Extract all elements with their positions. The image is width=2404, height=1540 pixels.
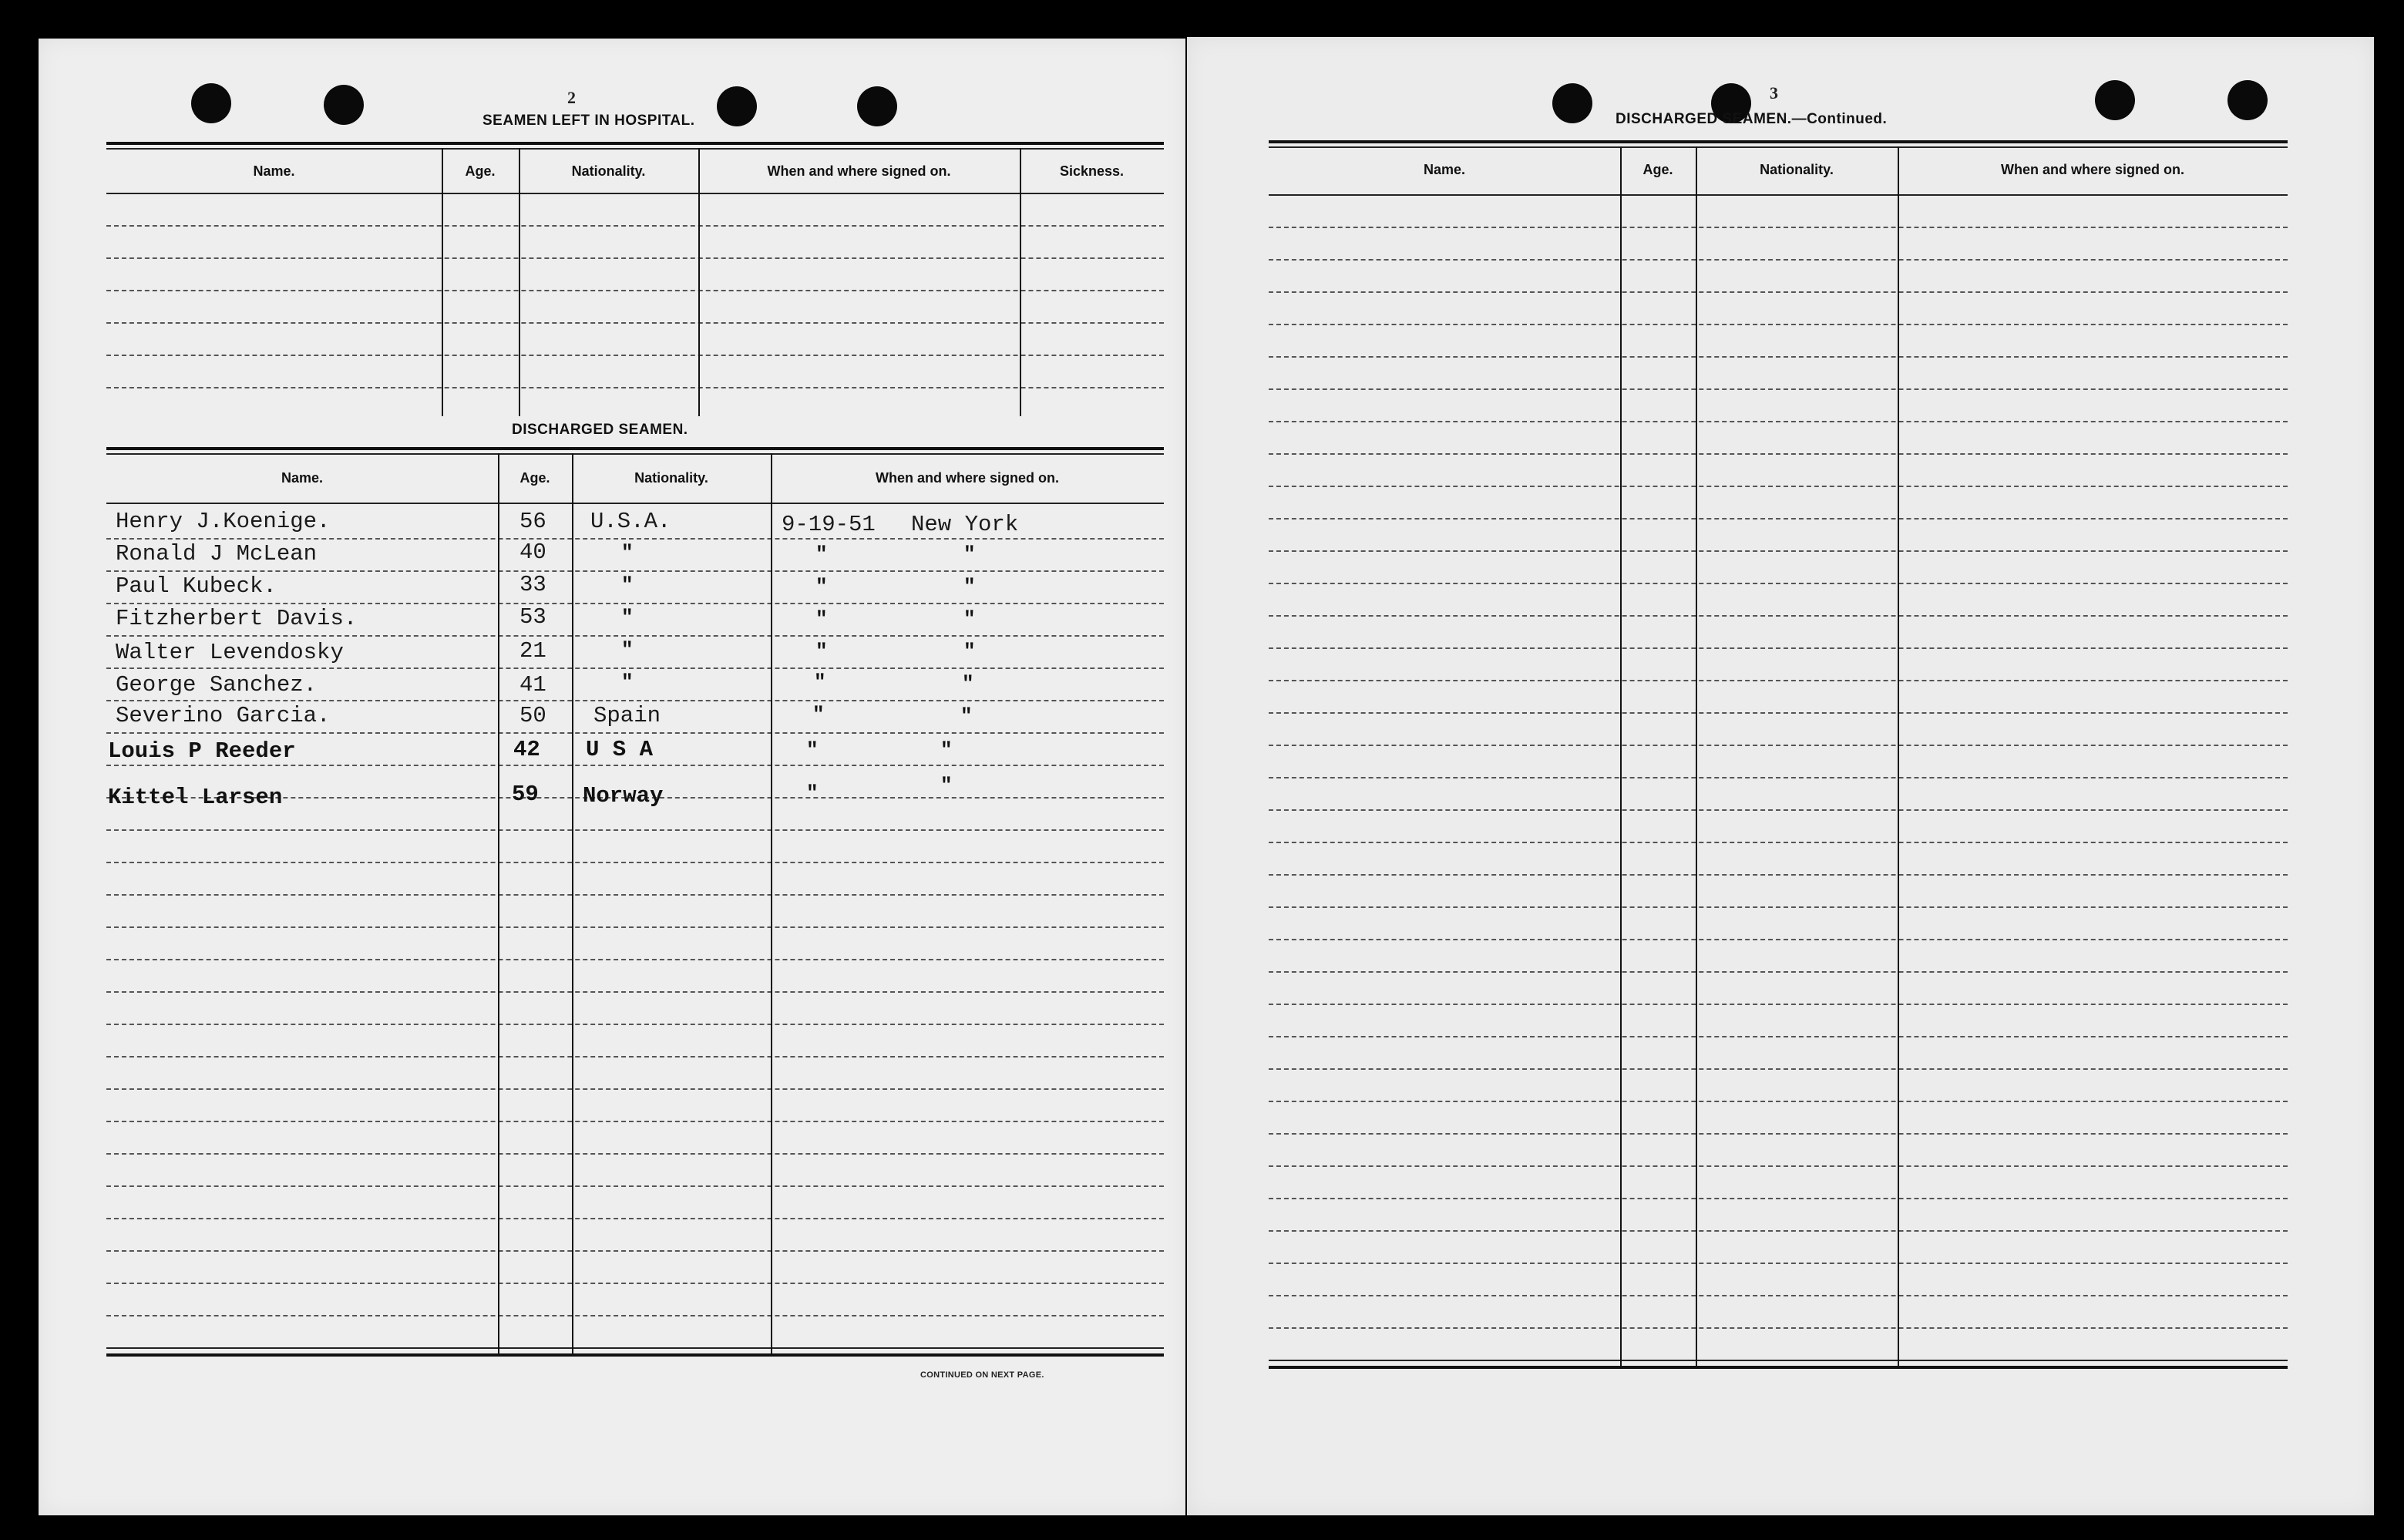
punch-hole bbox=[324, 85, 364, 125]
signed-on-date: " bbox=[815, 543, 828, 566]
seaman-nationality: " bbox=[621, 671, 634, 694]
discharged-header-signed-on: When and where signed on. bbox=[875, 470, 1060, 486]
seaman-nationality: " bbox=[621, 638, 634, 661]
signed-on-date: " bbox=[815, 607, 828, 630]
seaman-name: Fitzherbert Davis. bbox=[116, 606, 358, 631]
continued-header-signed-on: When and where signed on. bbox=[2000, 162, 2185, 177]
discharged-header-name: Name. bbox=[281, 470, 324, 486]
page-number: 2 bbox=[567, 88, 576, 107]
seaman-name: Walter Levendosky bbox=[116, 640, 344, 665]
hospital-header-signed-on: When and where signed on. bbox=[767, 163, 951, 179]
seaman-nationality: " bbox=[621, 573, 634, 597]
continued-section-title: DISCHARGED SEAMEN.—Continued. bbox=[1616, 111, 1888, 127]
seaman-age: 41 bbox=[519, 672, 546, 698]
signed-on-place: " bbox=[963, 543, 976, 566]
signed-on-date: " bbox=[806, 738, 819, 762]
seaman-name: Louis P Reeder bbox=[108, 738, 296, 764]
discharged-header-nationality: Nationality. bbox=[634, 470, 708, 486]
signed-on-date: " bbox=[815, 640, 828, 663]
signed-on-place: " bbox=[963, 640, 976, 663]
punch-hole bbox=[717, 86, 757, 126]
hospital-table bbox=[106, 142, 1164, 416]
seaman-age: 21 bbox=[519, 638, 546, 664]
seaman-age: 53 bbox=[519, 604, 546, 630]
signed-on-date: " bbox=[806, 782, 819, 805]
seaman-nationality: Norway bbox=[583, 783, 664, 809]
signed-on-place: " bbox=[940, 774, 953, 797]
seaman-name: Henry J.Koenige. bbox=[116, 509, 331, 534]
continued-discharged-table bbox=[1269, 140, 2288, 1401]
discharged-header-age: Age. bbox=[519, 470, 550, 486]
signed-on-date: " bbox=[814, 671, 826, 694]
seaman-nationality: " bbox=[621, 541, 634, 564]
discharged-table bbox=[106, 447, 1164, 1364]
hospital-header-nationality: Nationality. bbox=[571, 163, 646, 179]
seaman-name: George Sanchez. bbox=[116, 672, 318, 698]
seaman-nationality: U S A bbox=[586, 737, 654, 762]
seaman-name: Ronald J McLean bbox=[116, 541, 318, 567]
page-number: 3 bbox=[1770, 83, 1778, 103]
signed-on-place: " bbox=[940, 738, 953, 762]
signed-on-place: " bbox=[963, 575, 976, 598]
right-page bbox=[1187, 37, 2374, 1515]
seaman-age: 56 bbox=[519, 509, 546, 534]
continued-header-nationality: Nationality. bbox=[1760, 162, 1834, 177]
seaman-age: 40 bbox=[519, 540, 546, 565]
signed-on-date: " bbox=[815, 575, 828, 598]
continued-header-age: Age. bbox=[1642, 162, 1673, 177]
signed-on-place: " bbox=[963, 607, 976, 630]
seaman-age: 33 bbox=[519, 572, 546, 597]
hospital-header-sickness: Sickness. bbox=[1059, 163, 1125, 179]
hospital-header-age: Age. bbox=[465, 163, 496, 179]
seaman-name: Severino Garcia. bbox=[116, 703, 331, 728]
continued-header-name: Name. bbox=[1423, 162, 1466, 177]
punch-hole bbox=[857, 86, 897, 126]
punch-hole bbox=[2095, 80, 2135, 120]
discharged-section-title: DISCHARGED SEAMEN. bbox=[512, 422, 688, 438]
signed-on-date: " bbox=[812, 703, 825, 726]
continued-note: CONTINUED ON NEXT PAGE. bbox=[920, 1370, 1044, 1380]
punch-hole bbox=[2227, 80, 2268, 120]
seaman-age: 50 bbox=[519, 703, 546, 728]
signed-on-place: New York bbox=[911, 512, 1019, 537]
hospital-header-name: Name. bbox=[253, 163, 295, 179]
hospital-section-title: SEAMEN LEFT IN HOSPITAL. bbox=[482, 113, 695, 129]
seaman-nationality: U.S.A. bbox=[590, 509, 671, 534]
seaman-age: 59 bbox=[512, 782, 539, 807]
seaman-age: 42 bbox=[513, 737, 540, 762]
seaman-name: Kittel Larsen bbox=[108, 785, 283, 810]
left-page bbox=[39, 39, 1185, 1515]
signed-on-place: " bbox=[960, 704, 973, 728]
punch-hole bbox=[1552, 83, 1592, 123]
signed-on-place: " bbox=[962, 672, 974, 695]
seaman-nationality: Spain bbox=[593, 703, 661, 728]
seaman-name: Paul Kubeck. bbox=[116, 573, 277, 599]
signed-on-date: 9-19-51 bbox=[782, 512, 876, 537]
seaman-nationality: " bbox=[621, 606, 634, 629]
punch-hole bbox=[191, 83, 231, 123]
